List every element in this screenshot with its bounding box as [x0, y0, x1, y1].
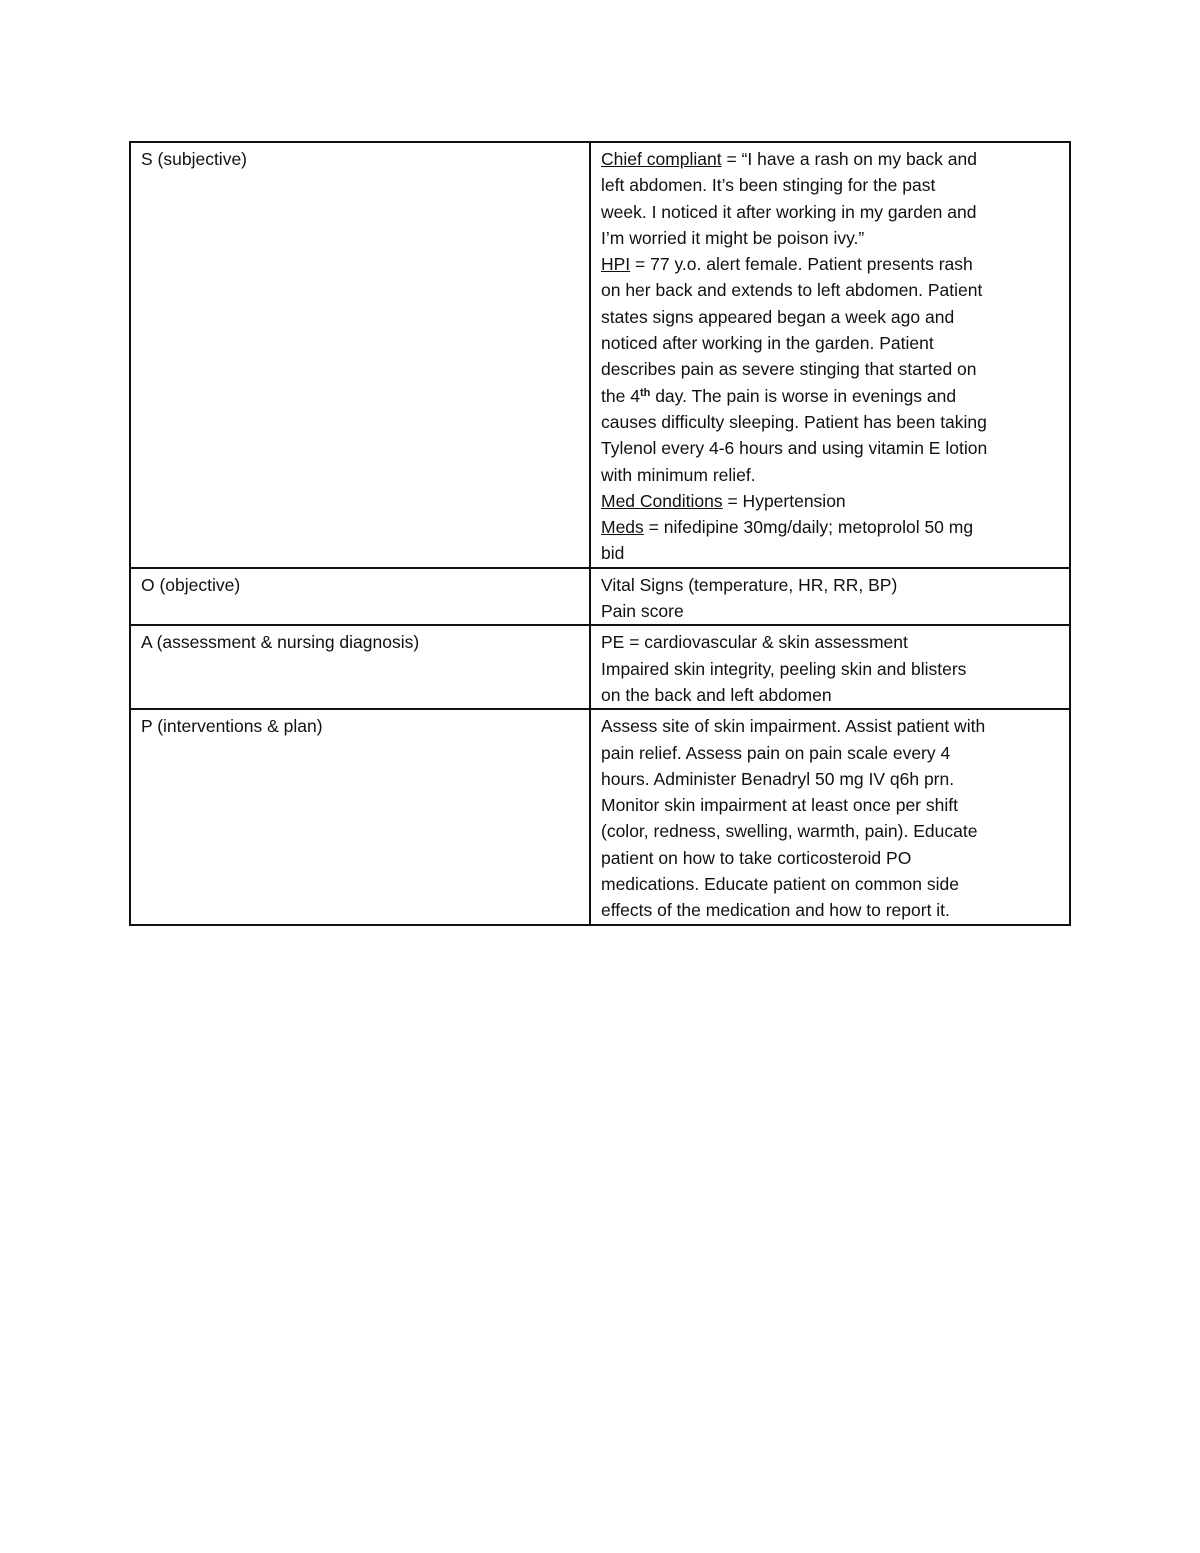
hpi-line: Tylenol every 4-6 hours and using vitamin E lotion: [601, 438, 988, 459]
hpi-sup-pre: the 4: [601, 385, 640, 406]
meds-text: = nifedipine 30mg/daily; metoprolol 50 mg: [643, 517, 974, 538]
ordinal-superscript: th: [639, 386, 651, 399]
soap-note-table: [129, 141, 1071, 926]
plan-line: medications. Educate patient on common side: [601, 874, 959, 895]
assessment-content: [590, 625, 1070, 709]
chief-complaint-text: = “I have a rash on my back and: [721, 149, 977, 169]
chief-complaint-line: week. I noticed it after working in my garden and: [601, 201, 977, 222]
hpi-sup-post: day. The pain is worse in evenings and: [650, 385, 957, 406]
hpi-line: with minimum relief.: [601, 464, 756, 485]
med-conditions-term: Med Conditions: [601, 490, 723, 511]
assessment-line: on the back and left abdomen: [601, 684, 832, 705]
assessment-line: Impaired skin integrity, peeling skin and blisters: [601, 658, 967, 679]
hpi-line: states signs appeared began a week ago and: [601, 306, 955, 327]
meds-first-line: [601, 514, 1061, 540]
hpi-first-line: [601, 251, 1061, 277]
meds-term: Meds: [601, 517, 644, 538]
objective-line: Pain score: [601, 601, 684, 622]
chief-complaint-first-line: [601, 146, 1061, 172]
assessment-line: PE = cardiovascular & skin assessment: [601, 632, 908, 653]
subjective-label: S (subjective): [130, 142, 590, 568]
med-conditions-text: = Hypertension: [722, 490, 846, 511]
plan-line: (color, redness, swelling, warmth, pain). Educate: [601, 821, 978, 842]
med-conditions-line: [601, 488, 1061, 514]
plan-line: Assess site of skin impairment. Assist patient with: [601, 716, 986, 737]
plan-label: P (interventions & plan): [130, 709, 590, 924]
assessment-label: A (assessment & nursing diagnosis): [130, 625, 590, 709]
plan-line: patient on how to take corticosteroid PO: [601, 847, 912, 868]
plan-content: [590, 709, 1070, 924]
plan-row: [130, 709, 1070, 924]
objective-content: [590, 568, 1070, 626]
plan-line: Monitor skin impairment at least once per shift: [601, 795, 958, 816]
chief-complaint-line: I’m worried it might be poison ivy.”: [601, 227, 865, 248]
objective-row: [130, 568, 1070, 626]
hpi-term: HPI: [601, 254, 631, 275]
hpi-line-with-superscript: [601, 383, 1061, 409]
plan-line: pain relief. Assess pain on pain scale every 4: [601, 742, 951, 763]
plan-line: hours. Administer Benadryl 50 mg IV q6h prn.: [601, 768, 955, 789]
hpi-line: on her back and extends to left abdomen. Patient: [601, 280, 983, 301]
plan-line: effects of the medication and how to report it.: [601, 900, 950, 921]
subjective-row: [130, 142, 1070, 568]
chief-complaint-line: left abdomen. It’s been stinging for the past: [601, 175, 936, 196]
objective-line: Vital Signs (temperature, HR, RR, BP): [601, 574, 898, 595]
hpi-line: describes pain as severe stinging that started on: [601, 359, 977, 380]
subjective-content: [590, 142, 1070, 568]
chief-complaint-term: Chief compliant: [601, 149, 722, 169]
hpi-line: causes difficulty sleeping. Patient has been taking: [601, 411, 987, 432]
hpi-text: = 77 y.o. alert female. Patient presents rash: [630, 254, 973, 275]
assessment-row: [130, 625, 1070, 709]
hpi-line: noticed after working in the garden. Patient: [601, 333, 934, 354]
objective-label: O (objective): [130, 568, 590, 626]
meds-line: bid: [601, 543, 625, 564]
